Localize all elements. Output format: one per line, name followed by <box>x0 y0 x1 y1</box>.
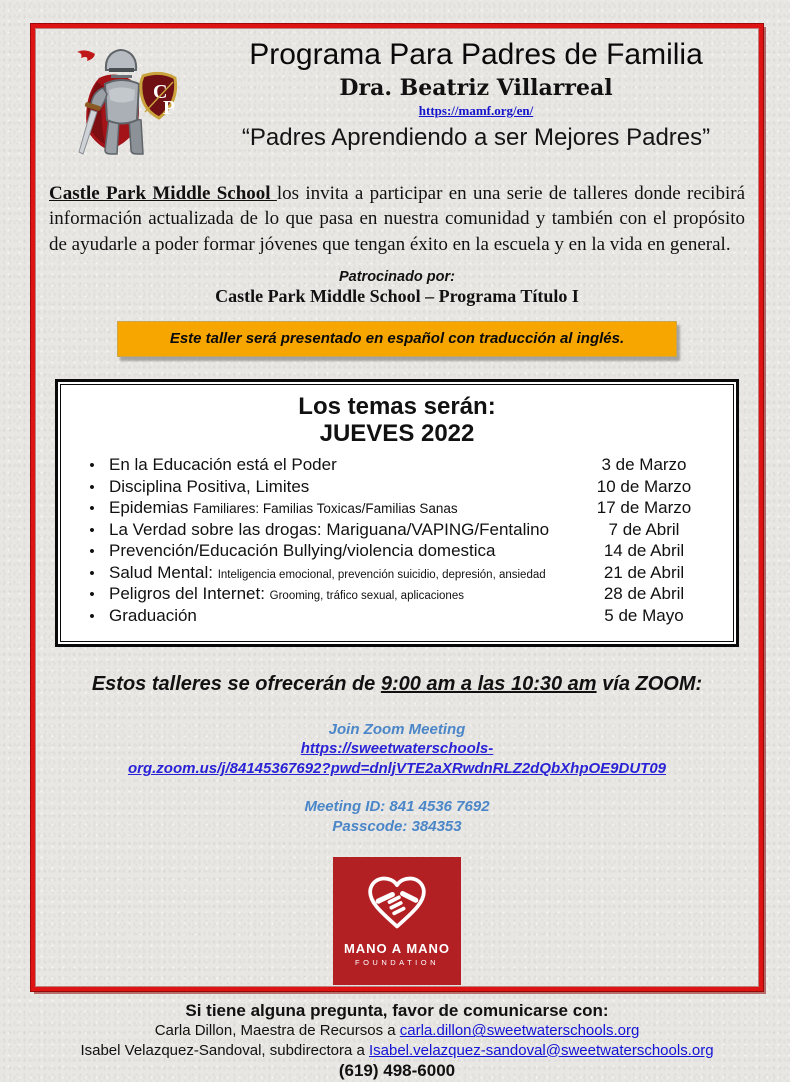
contact-line-2: Isabel Velazquez-Sandoval, subdirectora a Isabel.velazquez-sandoval@sweetwaterschools.org <box>80 1041 714 1059</box>
topic-row: • Salud Mental: Inteligencia emocional, prevención suicidio, depresión, ansiedad 21 de Abril <box>75 562 719 584</box>
zoom-meta <box>47 797 747 837</box>
topic-date: 21 de Abril <box>603 562 685 582</box>
plume-icon <box>77 50 95 61</box>
bullet-icon: • <box>89 456 95 474</box>
bullet-icon: • <box>89 500 95 518</box>
topic-row: • La Verdad sobre las drogas: Mariguana/VAPING/Fentalino 7 de Abril <box>75 519 719 541</box>
bullet-icon: • <box>89 478 95 496</box>
topic-date: 17 de Marzo <box>596 498 692 518</box>
isabel-email-link[interactable]: Isabel.velazquez-sandoval@sweetwaterschools.org <box>368 1041 714 1059</box>
language-banner-text: Este taller será presentado en español con traducción al inglés. <box>169 329 625 347</box>
schedule-line: Estos talleres se ofrecerán de 9:00 am a las 10:30 am vía ZOOM: <box>91 672 703 695</box>
topic-row: • Peligros del Internet: Grooming, tráfico sexual, aplicaciones 28 de Abril <box>75 583 719 605</box>
topics-subheading: JUEVES 2022 <box>319 420 475 448</box>
bullet-icon: • <box>89 564 95 582</box>
mamf-link[interactable]: https://mamf.org/en/ <box>418 103 534 118</box>
contact-section <box>47 1001 747 1082</box>
topic-row: • Graduación 5 de Mayo <box>75 605 719 627</box>
topic-date: 14 de Abril <box>603 541 685 561</box>
topic-row: • Disciplina Positiva, Limites 10 de Marzo <box>75 476 719 498</box>
intro-text: los invita a participar en una serie de talleres donde recibirá información actualizada de lo que pasa en nuestra comunidad y también con el propósito de ayudarle a poder formar jóvenes que tengan éxito en la escuela y en la vida en general. <box>49 183 745 255</box>
language-banner <box>117 321 677 357</box>
zoom-meeting-link[interactable]: https://sweetwaterschools- org.zoom.us/j/84145367692?pwd=dnljVTE2aXRwdnRLZ2dQbXhpOE9DUT09 <box>127 740 667 778</box>
phone-number: (619) 498-6000 <box>338 1060 456 1080</box>
presenter-name: Dra. Beatriz Villarreal <box>339 75 613 101</box>
contact-line-1: Carla Dillon, Maestra de Recursos a carla.dillon@sweetwaterschools.org <box>154 1022 640 1040</box>
topic-row: • Epidemias Familiares: Familias Toxicas/Familias Sanas 17 de Marzo <box>75 497 719 519</box>
bullet-icon: • <box>89 521 95 539</box>
shield-letter-p: P <box>163 97 176 119</box>
bullet-icon: • <box>89 608 95 626</box>
knight-mascot-logo <box>47 40 205 167</box>
sponsor-label: Patrocinado por: <box>338 268 455 285</box>
topics-heading: Los temas serán: <box>298 392 496 420</box>
header <box>47 36 747 167</box>
topic-row: • Prevención/Educación Bullying/violencia domestica 14 de Abril <box>75 540 719 562</box>
bullet-icon: • <box>89 586 95 604</box>
topic-date: 5 de Mayo <box>604 606 684 626</box>
program-subtitle: “Padres Aprendiendo a ser Mejores Padres” <box>241 124 711 151</box>
topics-box <box>55 379 739 647</box>
topics-list <box>75 454 719 627</box>
topic-row: • En la Educación está el Poder 3 de Marzo <box>75 454 719 476</box>
carla-email-link[interactable]: carla.dillon@sweetwaterschools.org <box>399 1022 640 1040</box>
heart-handshake-icon <box>364 873 430 933</box>
foundation-sub: FOUNDATION <box>354 957 440 967</box>
sponsor-section <box>47 269 747 307</box>
bullet-icon: • <box>89 543 95 561</box>
topic-date: 3 de Marzo <box>601 454 687 474</box>
intro-paragraph <box>49 181 745 257</box>
topic-date: 7 de Abril <box>608 519 680 539</box>
contact-heading: Si tiene alguna pregunta, favor de comunicarse con: <box>185 1000 609 1020</box>
shield-letter-c: C <box>153 81 168 103</box>
flyer-page-frame <box>31 24 763 1080</box>
topic-date: 28 de Abril <box>603 584 685 604</box>
zoom-info <box>47 720 747 779</box>
meeting-id: Meeting ID: 841 4536 7692 <box>304 798 490 815</box>
passcode: Passcode: 384353 <box>332 817 462 835</box>
page-title: Programa Para Padres de Familia <box>249 38 703 71</box>
schedule-time: 9:00 am a las 10:30 am <box>380 672 597 695</box>
school-name-lead: Castle Park Middle School <box>49 183 277 204</box>
mano-a-mano-logo <box>333 857 461 985</box>
sponsor-name: Castle Park Middle School – Programa Título I <box>215 285 579 306</box>
topic-date: 10 de Marzo <box>596 476 692 496</box>
foundation-name: MANO A MANO <box>343 940 451 956</box>
join-zoom-label: Join Zoom Meeting <box>328 720 466 738</box>
